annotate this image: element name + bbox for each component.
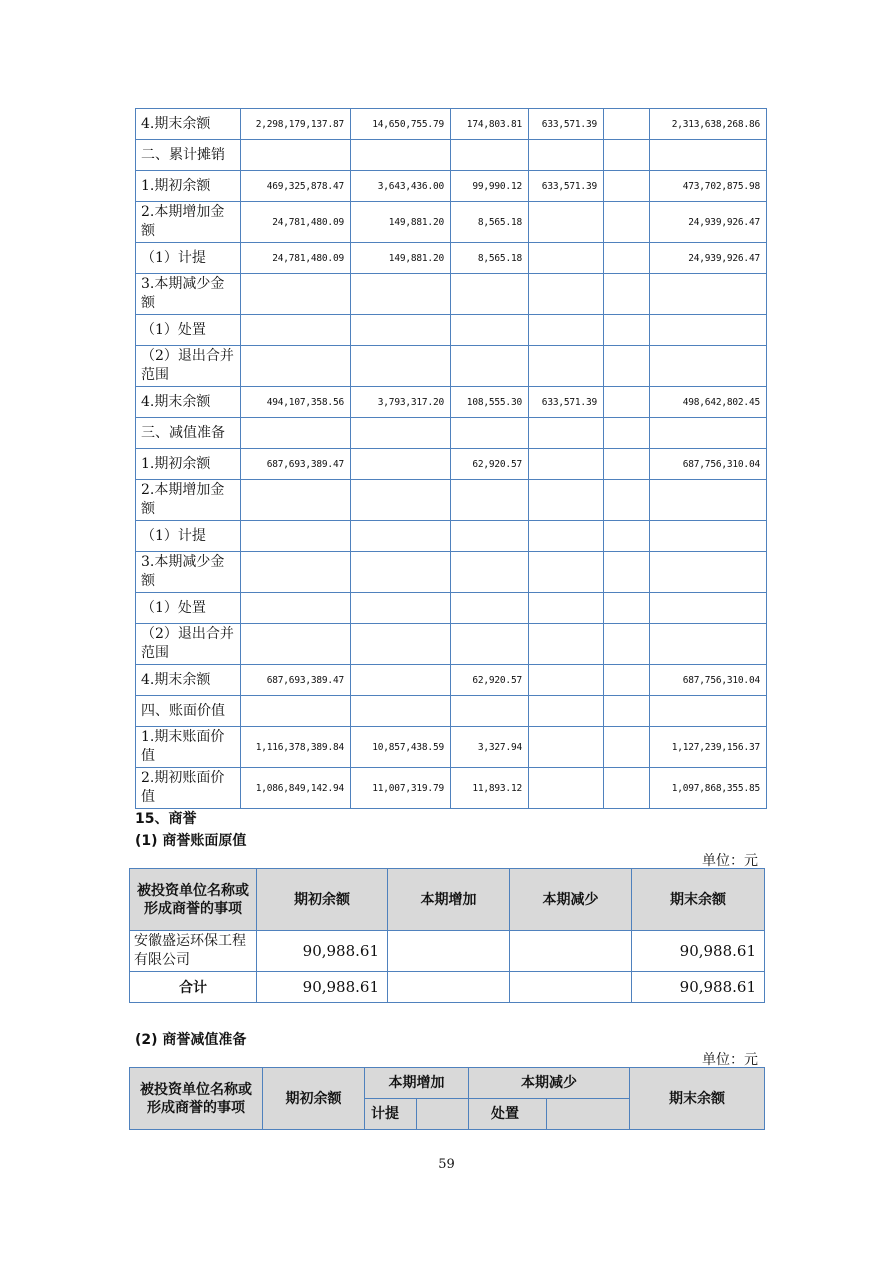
cell-c5 — [604, 449, 650, 480]
cell-c5 — [604, 696, 650, 727]
col-header-increase: 本期增加 — [388, 869, 510, 931]
intangible-assets-body — [136, 109, 767, 809]
decrease — [510, 931, 632, 972]
section-title: 15、商誉 — [135, 811, 197, 827]
table-row — [136, 593, 767, 624]
cell-c4: 633,571.39 — [529, 171, 604, 202]
cell-c6: 1,097,868,355.85 — [650, 768, 767, 809]
cell-c1 — [241, 552, 351, 593]
total-end: 90,988.61 — [632, 972, 765, 1003]
cell-c2: 3,793,317.20 — [351, 387, 451, 418]
cell-c3: 8,565.18 — [451, 202, 529, 243]
cell-c4 — [529, 202, 604, 243]
table-row — [136, 202, 767, 243]
col-header-end: 期末余额 — [632, 869, 765, 931]
table-row — [136, 387, 767, 418]
table-row — [136, 315, 767, 346]
cell-c3: 108,555.30 — [451, 387, 529, 418]
row-label: 2.本期增加金额 — [136, 480, 241, 521]
table-header-row — [130, 1068, 765, 1099]
col-header-blank-2 — [547, 1099, 630, 1130]
row-label: （2）退出合并范围 — [136, 346, 241, 387]
table-row — [136, 109, 767, 140]
row-label: 3.本期减少金额 — [136, 274, 241, 315]
cell-c1: 1,116,378,389.84 — [241, 727, 351, 768]
cell-c1 — [241, 521, 351, 552]
row-label: 2.本期增加金额 — [136, 202, 241, 243]
cell-c3: 174,803.81 — [451, 109, 529, 140]
cell-c3: 3,327.94 — [451, 727, 529, 768]
col-header-name: 被投资单位名称或形成商誉的事项 — [130, 1068, 263, 1130]
cell-c3: 99,990.12 — [451, 171, 529, 202]
cell-c2: 149,881.20 — [351, 243, 451, 274]
cell-c2 — [351, 552, 451, 593]
cell-c6: 498,642,802.45 — [650, 387, 767, 418]
cell-c1 — [241, 593, 351, 624]
cell-c5 — [604, 202, 650, 243]
cell-c2 — [351, 274, 451, 315]
cell-c4: 633,571.39 — [529, 387, 604, 418]
cell-c1: 24,781,480.09 — [241, 243, 351, 274]
row-label: （1）处置 — [136, 593, 241, 624]
goodwill-original-table — [129, 868, 765, 1003]
increase — [388, 931, 510, 972]
row-label: 4.期末余额 — [136, 665, 241, 696]
table-row — [136, 480, 767, 521]
cell-c6 — [650, 346, 767, 387]
cell-c6 — [650, 418, 767, 449]
table-row — [136, 274, 767, 315]
col-header-increase: 本期增加 — [365, 1068, 469, 1099]
cell-c5 — [604, 624, 650, 665]
table-row — [136, 768, 767, 809]
table-row — [136, 624, 767, 665]
cell-c5 — [604, 315, 650, 346]
table-header-row — [130, 869, 765, 931]
cell-c5 — [604, 140, 650, 171]
cell-c4 — [529, 552, 604, 593]
cell-c4 — [529, 480, 604, 521]
cell-c6: 687,756,310.04 — [650, 449, 767, 480]
cell-c3: 11,893.12 — [451, 768, 529, 809]
cell-c6: 687,756,310.04 — [650, 665, 767, 696]
col-header-end: 期末余额 — [630, 1068, 765, 1130]
table-row — [136, 449, 767, 480]
subsection-impairment-title: (2) 商誉减值准备 — [135, 1032, 247, 1048]
unit-label-2: 单位：元 — [702, 1052, 758, 1068]
cell-c5 — [604, 593, 650, 624]
cell-c1: 494,107,358.56 — [241, 387, 351, 418]
cell-c2 — [351, 480, 451, 521]
row-label: 1.期末账面价值 — [136, 727, 241, 768]
cell-c6 — [650, 315, 767, 346]
total-begin: 90,988.61 — [257, 972, 388, 1003]
cell-c6 — [650, 480, 767, 521]
cell-c1: 24,781,480.09 — [241, 202, 351, 243]
col-header-decrease: 本期减少 — [469, 1068, 630, 1099]
cell-c4 — [529, 315, 604, 346]
cell-c2 — [351, 346, 451, 387]
cell-c3 — [451, 696, 529, 727]
cell-c1 — [241, 140, 351, 171]
cell-c3 — [451, 593, 529, 624]
col-header-provision: 计提 — [365, 1099, 417, 1130]
col-header-decrease: 本期减少 — [510, 869, 632, 931]
cell-c3: 8,565.18 — [451, 243, 529, 274]
cell-c4 — [529, 624, 604, 665]
cell-c4 — [529, 665, 604, 696]
cell-c1: 1,086,849,142.94 — [241, 768, 351, 809]
cell-c2: 10,857,438.59 — [351, 727, 451, 768]
table-row — [136, 418, 767, 449]
cell-c1 — [241, 274, 351, 315]
cell-c2: 14,650,755.79 — [351, 109, 451, 140]
cell-c1: 687,693,389.47 — [241, 665, 351, 696]
table-row — [136, 727, 767, 768]
cell-c1 — [241, 346, 351, 387]
cell-c4 — [529, 418, 604, 449]
cell-c6 — [650, 593, 767, 624]
cell-c4 — [529, 274, 604, 315]
cell-c6 — [650, 521, 767, 552]
cell-c4 — [529, 449, 604, 480]
cell-c5 — [604, 243, 650, 274]
cell-c4: 633,571.39 — [529, 109, 604, 140]
row-label: 4.期末余额 — [136, 109, 241, 140]
cell-c3 — [451, 346, 529, 387]
table-row — [136, 665, 767, 696]
total-label: 合计 — [130, 972, 257, 1003]
table-row — [136, 346, 767, 387]
cell-c4 — [529, 593, 604, 624]
cell-c3 — [451, 274, 529, 315]
cell-c4 — [529, 696, 604, 727]
cell-c5 — [604, 665, 650, 696]
table-row — [136, 140, 767, 171]
total-decrease — [510, 972, 632, 1003]
cell-c5 — [604, 727, 650, 768]
col-header-begin: 期初余额 — [263, 1068, 365, 1130]
cell-c4 — [529, 727, 604, 768]
cell-c5 — [604, 387, 650, 418]
investee-name: 安徽盛运环保工程有限公司 — [130, 931, 257, 972]
cell-c3: 62,920.57 — [451, 665, 529, 696]
cell-c2 — [351, 624, 451, 665]
col-header-name: 被投资单位名称或形成商誉的事项 — [130, 869, 257, 931]
cell-c6 — [650, 696, 767, 727]
cell-c6 — [650, 274, 767, 315]
cell-c1: 2,298,179,137.87 — [241, 109, 351, 140]
table-row — [136, 171, 767, 202]
cell-c2 — [351, 315, 451, 346]
cell-c3 — [451, 315, 529, 346]
cell-c5 — [604, 768, 650, 809]
cell-c2: 3,643,436.00 — [351, 171, 451, 202]
page-number: 59 — [438, 1157, 455, 1172]
total-increase — [388, 972, 510, 1003]
begin-balance: 90,988.61 — [257, 931, 388, 972]
cell-c5 — [604, 171, 650, 202]
cell-c3 — [451, 140, 529, 171]
col-header-disposal: 处置 — [469, 1099, 547, 1130]
row-label: 四、账面价值 — [136, 696, 241, 727]
cell-c5 — [604, 109, 650, 140]
table-row — [130, 931, 765, 972]
cell-c5 — [604, 346, 650, 387]
cell-c2: 149,881.20 — [351, 202, 451, 243]
row-label: 1.期初余额 — [136, 171, 241, 202]
cell-c2 — [351, 665, 451, 696]
cell-c1 — [241, 696, 351, 727]
cell-c6 — [650, 140, 767, 171]
cell-c6 — [650, 624, 767, 665]
cell-c3 — [451, 521, 529, 552]
cell-c5 — [604, 274, 650, 315]
cell-c3 — [451, 480, 529, 521]
cell-c2 — [351, 418, 451, 449]
table-row — [136, 552, 767, 593]
row-label: 1.期初余额 — [136, 449, 241, 480]
cell-c2 — [351, 696, 451, 727]
cell-c3 — [451, 624, 529, 665]
cell-c3: 62,920.57 — [451, 449, 529, 480]
cell-c5 — [604, 480, 650, 521]
cell-c2 — [351, 140, 451, 171]
row-label: 三、减值准备 — [136, 418, 241, 449]
intangible-assets-table — [135, 108, 767, 809]
cell-c2 — [351, 521, 451, 552]
row-label: （1）计提 — [136, 521, 241, 552]
row-label: 3.本期减少金额 — [136, 552, 241, 593]
cell-c5 — [604, 552, 650, 593]
col-header-blank-1 — [417, 1099, 469, 1130]
cell-c6 — [650, 552, 767, 593]
cell-c4 — [529, 768, 604, 809]
cell-c4 — [529, 521, 604, 552]
cell-c1 — [241, 418, 351, 449]
cell-c3 — [451, 418, 529, 449]
cell-c4 — [529, 243, 604, 274]
col-header-begin: 期初余额 — [257, 869, 388, 931]
cell-c5 — [604, 418, 650, 449]
row-label: （1）计提 — [136, 243, 241, 274]
cell-c5 — [604, 521, 650, 552]
cell-c2 — [351, 449, 451, 480]
goodwill-impairment-table — [129, 1067, 765, 1130]
table-row — [136, 696, 767, 727]
cell-c6: 473,702,875.98 — [650, 171, 767, 202]
cell-c1 — [241, 480, 351, 521]
row-label: 2.期初账面价值 — [136, 768, 241, 809]
cell-c6: 2,313,638,268.86 — [650, 109, 767, 140]
row-label: （2）退出合并范围 — [136, 624, 241, 665]
row-label: 4.期末余额 — [136, 387, 241, 418]
cell-c4 — [529, 140, 604, 171]
cell-c1 — [241, 624, 351, 665]
cell-c6: 1,127,239,156.37 — [650, 727, 767, 768]
cell-c2: 11,007,319.79 — [351, 768, 451, 809]
subsection-original-title: (1) 商誉账面原值 — [135, 833, 247, 849]
end-balance: 90,988.61 — [632, 931, 765, 972]
cell-c6: 24,939,926.47 — [650, 243, 767, 274]
cell-c1: 687,693,389.47 — [241, 449, 351, 480]
table-row — [136, 243, 767, 274]
table-row — [136, 521, 767, 552]
row-label: （1）处置 — [136, 315, 241, 346]
unit-label-1: 单位：元 — [702, 853, 758, 869]
row-label: 二、累计摊销 — [136, 140, 241, 171]
cell-c6: 24,939,926.47 — [650, 202, 767, 243]
cell-c1: 469,325,878.47 — [241, 171, 351, 202]
cell-c1 — [241, 315, 351, 346]
cell-c3 — [451, 552, 529, 593]
total-row — [130, 972, 765, 1003]
cell-c2 — [351, 593, 451, 624]
cell-c4 — [529, 346, 604, 387]
